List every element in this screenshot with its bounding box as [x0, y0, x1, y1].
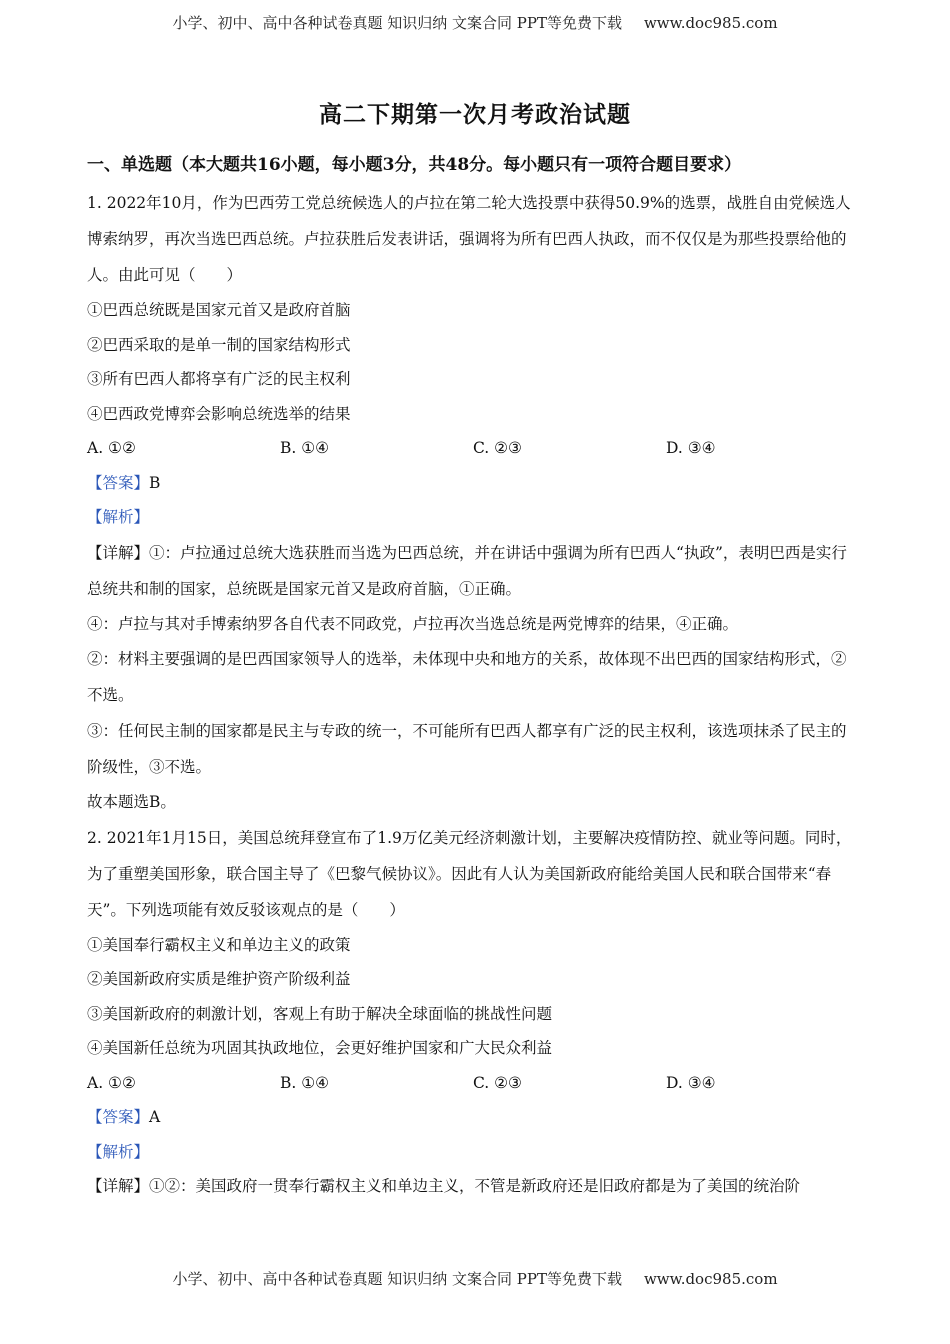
detail-text: ①②：美国政府一贯奉行霸权主义和单边主义，不管是新政府还是旧政府都是为了美国的统治阶: [149, 1177, 801, 1195]
section-heading: 一、单选题（本大题共16小题，每小题3分，共48分。每小题只有一项符合题目要求）: [87, 155, 742, 175]
q1-option-a: A. ①②: [87, 439, 136, 457]
answer-tag: 【答案】: [87, 1108, 150, 1126]
q1-item: ①巴西总统既是国家元首又是政府首脑: [87, 301, 351, 319]
question-2-stem: 2. 2021年1月15日，美国总统拜登宣布了1.9万亿美元经济刺激计划，主要解决疫情防控、就业等问题。同时，为了重塑美国形象，联合国主导了《巴黎气候协议》。因此有人认为美国新政府能给美国人民和联合国带来“春天”。下列选项能有效反驳该观点的是（ ）: [87, 828, 852, 919]
footer-text: 小学、初中、高中各种试卷真题 知识归纳 文案合同 PPT等免费下载: [172, 1270, 622, 1288]
q1-item: ②巴西采取的是单一制的国家结构形式: [87, 335, 351, 354]
q1-answer: [87, 466, 859, 501]
q2-answer: [87, 1100, 859, 1135]
detail-tag: 【详解】: [87, 543, 150, 562]
q1-option-b: B. ①④: [280, 439, 330, 457]
q1-option-c: C. ②③: [473, 439, 522, 457]
page-title: 高二下期第一次月考政治试题: [319, 101, 631, 128]
q2-option-b: B. ①④: [280, 1073, 330, 1092]
detail-text: ①：卢拉通过总统大选获胜而当选为巴西总统，并在讲话中强调为所有巴西人“执政”，表明巴西是实行总统共和制的国家，总统既是国家元首又是政府首脑，①正确。: [87, 543, 847, 598]
q1-options: [87, 431, 859, 466]
q2-options: [87, 1066, 859, 1101]
q2-analysis-tag: 【解析】: [87, 1142, 150, 1161]
header-url[interactable]: www.doc985.com: [643, 14, 778, 32]
q2-item: ④美国新任总统为巩固其执政地位，会更好维护国家和广大民众利益: [87, 1039, 553, 1057]
q2-option-a: A. ①②: [87, 1073, 136, 1092]
answer-value: A: [149, 1108, 161, 1126]
answer-tag: 【答案】: [87, 473, 150, 492]
q1-detail-2: ④：卢拉与其对手博索纳罗各自代表不同政党，卢拉再次当选总统是两党博弈的结果，④正确。: [87, 614, 739, 633]
q1-item: ④巴西政党博弈会影响总统选举的结果: [87, 404, 351, 423]
q2-option-c: C. ②③: [473, 1073, 522, 1092]
detail-tag: 【详解】: [87, 1177, 150, 1195]
q2-item: ②美国新政府实质是维护资产阶级利益: [87, 970, 351, 988]
q2-item: ③美国新政府的刺激计划，客观上有助于解决全球面临的挑战性问题: [87, 1004, 553, 1023]
header-text: 小学、初中、高中各种试卷真题 知识归纳 文案合同 PPT等免费下载: [172, 14, 622, 32]
q1-option-d: D. ③④: [666, 439, 716, 457]
q1-item: ③所有巴西人都将享有广泛的民主权利: [87, 370, 351, 388]
q2-option-d: D. ③④: [666, 1073, 716, 1092]
q2-item: ①美国奉行霸权主义和单边主义的政策: [87, 935, 351, 954]
q1-detail-1: [87, 535, 859, 607]
q1-detail-4: ③：任何民主制的国家都是民主与专政的统一，不可能所有巴西人都享有广泛的民主权利，该选项抹杀了民主的阶级性，③不选。: [87, 722, 847, 776]
q1-detail-3: ②：材料主要强调的是巴西国家领导人的选举，未体现中央和地方的关系，故体现不出巴西的国家结构形式，②不选。: [87, 650, 847, 704]
question-1-stem: 1. 2022年10月，作为巴西劳工党总统候选人的卢拉在第二轮大选投票中获得50.9%的选票，战胜自由党候选人博索纳罗，再次当选巴西总统。卢拉获胜后发表讲话，强调将为所有巴西人执政，而不仅仅是为那些投票给他的人。由此可见（ ）: [87, 194, 851, 284]
answer-value: B: [149, 473, 161, 492]
footer-url[interactable]: www.doc985.com: [643, 1270, 778, 1288]
document-body: [87, 150, 859, 1204]
page-header: [0, 12, 950, 33]
q2-detail-1: [87, 1169, 859, 1204]
q1-conclusion: 故本题选B。: [87, 793, 176, 811]
q1-analysis-tag: 【解析】: [87, 508, 150, 526]
page-footer: [0, 1268, 950, 1289]
